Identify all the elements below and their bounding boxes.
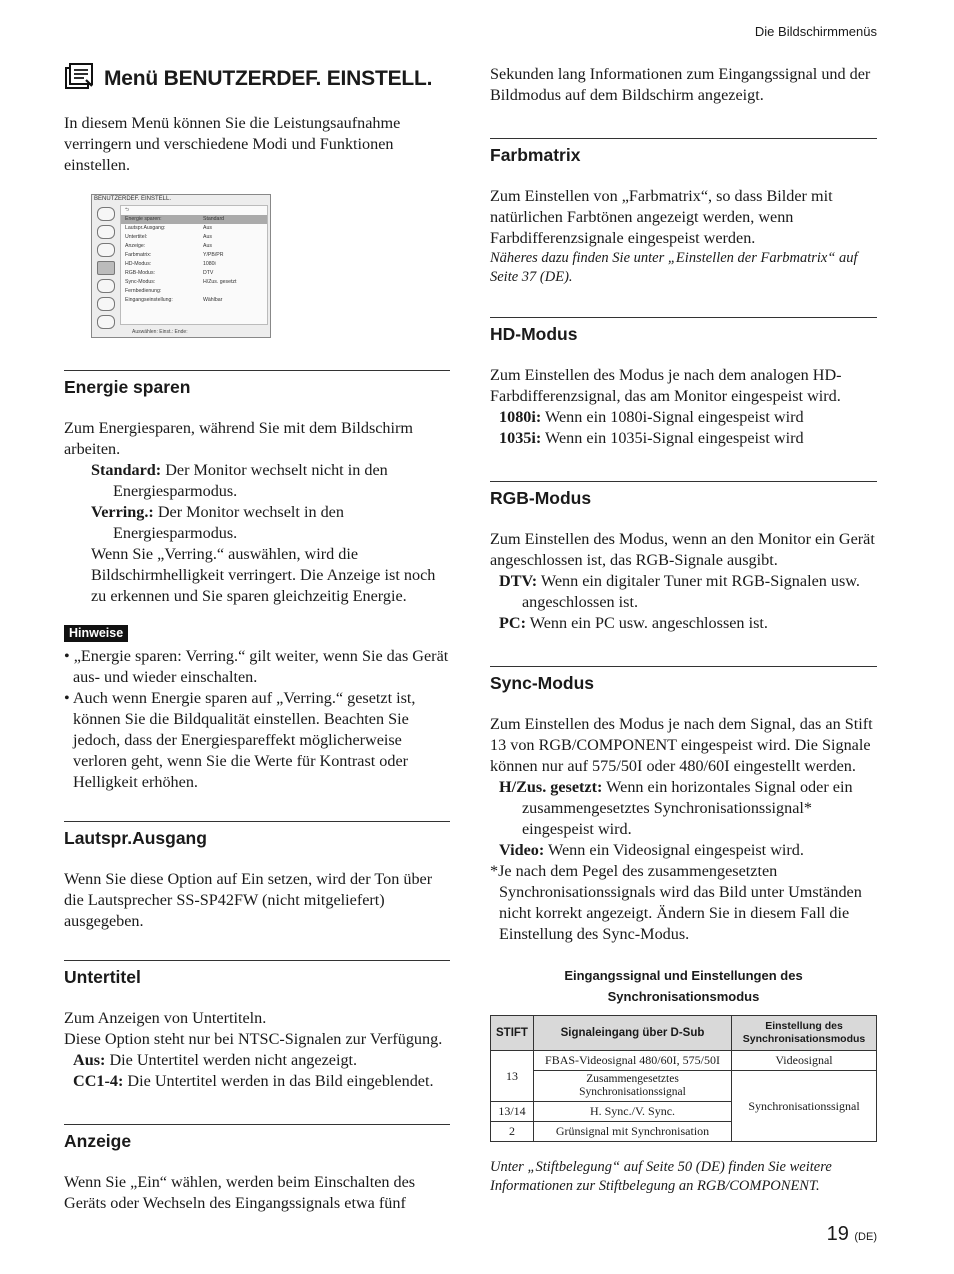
untertitel-cc: CC1-4: Die Untertitel werden in das Bild eingeblendet. — [73, 1072, 434, 1090]
screen-row: RGB-Modus: DTV — [125, 270, 214, 276]
user-setting-icon — [97, 261, 115, 275]
sync-table — [490, 1015, 877, 1142]
screen-row: HD-Modus: 1080i — [125, 261, 216, 267]
table-header-row — [491, 1016, 877, 1051]
table-cell: 2 — [491, 1122, 534, 1142]
screen-row: Energie sparen: Standard — [121, 215, 267, 224]
screen-row: Eingangseinstellung: Wählbar — [125, 297, 223, 303]
return-arrow-icon: ⮌ — [125, 207, 130, 213]
table-cell: Grünsignal mit Synchronisation — [534, 1122, 732, 1142]
section-sync — [490, 666, 877, 945]
table-title: Eingangssignal und Einstellungen des Synchronisationsmodus — [564, 968, 803, 1004]
energie-heading: Energie sparen — [64, 377, 191, 397]
table-row — [491, 1051, 877, 1071]
section-hd — [490, 317, 877, 449]
page-title-text: Menü BENUTZERDEF. EINSTELL. — [104, 66, 433, 90]
rgb-dtv: DTV: Wenn ein digitaler Tuner mit RGB-Signalen usw. angeschlossen ist. — [499, 572, 860, 611]
screen-row: Sync-Modus: H/Zus. gesetzt — [125, 279, 237, 285]
section-lautspr — [64, 821, 450, 932]
right-column — [490, 64, 877, 1196]
note-item: • „Energie sparen: Verring.“ gilt weiter, wenn Sie das Gerät aus- und wieder einschalten. — [64, 647, 449, 686]
sync-video: Video: Wenn ein Videosignal eingespeist wird. — [499, 841, 804, 859]
anzeige-heading: Anzeige — [64, 1131, 132, 1151]
sync-text: Zum Einstellen des Modus je nach dem Signal, das an Stift 13 von RGB/COMPONENT eingespeist wird. Die Signale können nur auf 575/50I oder 480/60I eingestellt werden. — [490, 715, 873, 775]
left-column — [64, 62, 450, 1214]
section-energie — [64, 370, 450, 793]
hd-text: Zum Einstellen des Modus je nach dem analogen HD-Farbdifferenzsignal, das am Monitor eingespeist wird. — [490, 366, 842, 405]
sync-footnote: *Je nach dem Pegel des zusammengesetzten Synchronisationssignals wird das Bild unter Umständen nicht korrekt angezeigt. Ändern Sie in diesem Fall die Einstellung des Sync-Modus. — [490, 862, 862, 943]
farbmatrix-heading: Farbmatrix — [490, 145, 581, 165]
rgb-text: Zum Einstellen des Modus, wenn an den Monitor ein Gerät angeschlossen ist, das RGB-Signale ausgibt. — [490, 530, 875, 569]
lautspr-text: Wenn Sie diese Option auf Ein setzen, wird der Ton über die Lautsprecher SS-SP42FW (nicht mitgeliefert) ausgegeben. — [64, 870, 433, 930]
table-cell: 13/14 — [491, 1102, 534, 1122]
hd-1080i: 1080i: Wenn ein 1080i-Signal eingespeist wird — [499, 408, 804, 426]
table-header: Signaleingang über D-Sub — [534, 1016, 732, 1051]
table-cell: FBAS-Videosignal 480/60I, 575/50I — [534, 1051, 732, 1071]
table-row — [491, 1071, 877, 1102]
anzeige-text: Wenn Sie „Ein“ wählen, werden beim Einschalten des Geräts oder Wechseln des Eingangssignals etwa fünf — [64, 1173, 416, 1212]
farbmatrix-reference: Näheres dazu finden Sie unter „Einstellen der Farbmatrix“ auf Seite 37 (DE). — [490, 250, 858, 285]
energie-standard: Standard: Der Monitor wechselt nicht in den Energiesparmodus. — [91, 461, 388, 500]
table-cell: Synchronisationssignal — [732, 1071, 877, 1142]
section-farbmatrix — [490, 138, 877, 287]
table-cell: H. Sync./V. Sync. — [534, 1102, 732, 1122]
setup-icon — [97, 279, 115, 293]
page-title — [64, 62, 450, 95]
farbmatrix-text: Zum Einstellen von „Farbmatrix“, so dass Bilder mit natürlichen Farbtönen angezeigt werden, wenn Farbdifferenzsignale eingespeist werden. — [490, 187, 833, 247]
menu-screenshot — [91, 194, 271, 338]
table-cell: Zusammengesetztes Synchronisationssignal — [534, 1071, 732, 1102]
untertitel-heading: Untertitel — [64, 967, 141, 987]
table-header: Einstellung des Synchronisationsmodus — [732, 1016, 877, 1051]
lautspr-heading: Lautspr.Ausgang — [64, 828, 207, 848]
notes-label: Hinweise — [64, 625, 128, 642]
settings-menu-icon — [64, 62, 96, 95]
screen-row: Anzeige: Aus — [125, 243, 212, 249]
energie-text-2: Wenn Sie „Verring.“ auswählen, wird die Bildschirmhelligkeit verringert. Die Anzeige ist noch zu erkennen und Sie sparen gleichzeitig Energie. — [91, 545, 436, 605]
energie-text: Zum Energiesparen, während Sie mit dem Bildschirm arbeiten. — [64, 419, 414, 458]
note-item: • Auch wenn Energie sparen auf „Verring.“ gesetzt ist, können Sie die Bildqualität einstellen. Beachten Sie jedoch, dass der Energiespareffekt möglicherweise verloren geht, wenn Sie die Werte für Kontrast oder Helligkeit erhöhen. — [64, 689, 416, 791]
section-rgb — [490, 481, 877, 634]
hd-heading: HD-Modus — [490, 324, 578, 344]
screen-row: Fernbedienung: — [125, 288, 162, 294]
screen-row: Farbmatrix: Y/PB/PR — [125, 252, 224, 258]
screen-row: Untertitel: Aus — [125, 234, 212, 240]
table-header: STIFT — [491, 1016, 534, 1051]
untertitel-text: Zum Anzeigen von Untertiteln. — [64, 1009, 267, 1027]
pin-reference: Unter „Stiftbelegung“ auf Seite 50 (DE) finden Sie weitere Informationen zur Stiftbelegung an RGB/COMPONENT. — [490, 1159, 832, 1194]
running-header: Die Bildschirmmenüs — [754, 24, 877, 39]
sound-icon — [97, 225, 115, 239]
screen-title: BENUTZERDEF. EINSTELL. — [94, 196, 172, 202]
section-untertitel — [64, 960, 450, 1092]
untertitel-text-2: Diese Option steht nur bei NTSC-Signalen zur Verfügung. — [64, 1030, 443, 1048]
rgb-heading: RGB-Modus — [490, 488, 592, 508]
anzeige-text-cont: Sekunden lang Informationen zum Eingangssignal und der Bildmodus auf dem Bildschirm angezeigt. — [490, 65, 871, 104]
hd-1035i: 1035i: Wenn ein 1035i-Signal eingespeist wird — [499, 429, 804, 447]
screen-row: Lautspr.Ausgang: Aus — [125, 225, 212, 231]
sync-hz: H/Zus. gesetzt: Wenn ein horizontales Signal oder ein zusammengesetztes Synchronisationssignal* eingespeist wird. — [499, 778, 853, 838]
screen-icon — [97, 243, 115, 257]
intro-text: In diesem Menü können Sie die Leistungsaufnahme verringern und verschiedene Modi und Funktionen einstellen. — [64, 114, 401, 174]
screen-icon-column — [94, 205, 118, 333]
section-anzeige — [64, 1124, 450, 1214]
energie-verring: Verring.: Der Monitor wechselt in den Energiesparmodus. — [91, 503, 344, 542]
language-icon — [97, 315, 115, 329]
screen-panel — [120, 205, 268, 325]
info-icon — [97, 297, 115, 311]
table-cell: Videosignal — [732, 1051, 877, 1071]
untertitel-aus: Aus: Die Untertitel werden nicht angezeigt. — [73, 1051, 358, 1069]
sync-heading: Sync-Modus — [490, 673, 595, 693]
screen-footer: Auswählen: Einst.: Ende: — [132, 329, 188, 335]
page-number: 19 (DE) — [826, 1223, 877, 1245]
table-cell: 13 — [491, 1051, 534, 1102]
picture-icon — [97, 207, 115, 221]
rgb-pc: PC: Wenn ein PC usw. angeschlossen ist. — [499, 614, 768, 632]
